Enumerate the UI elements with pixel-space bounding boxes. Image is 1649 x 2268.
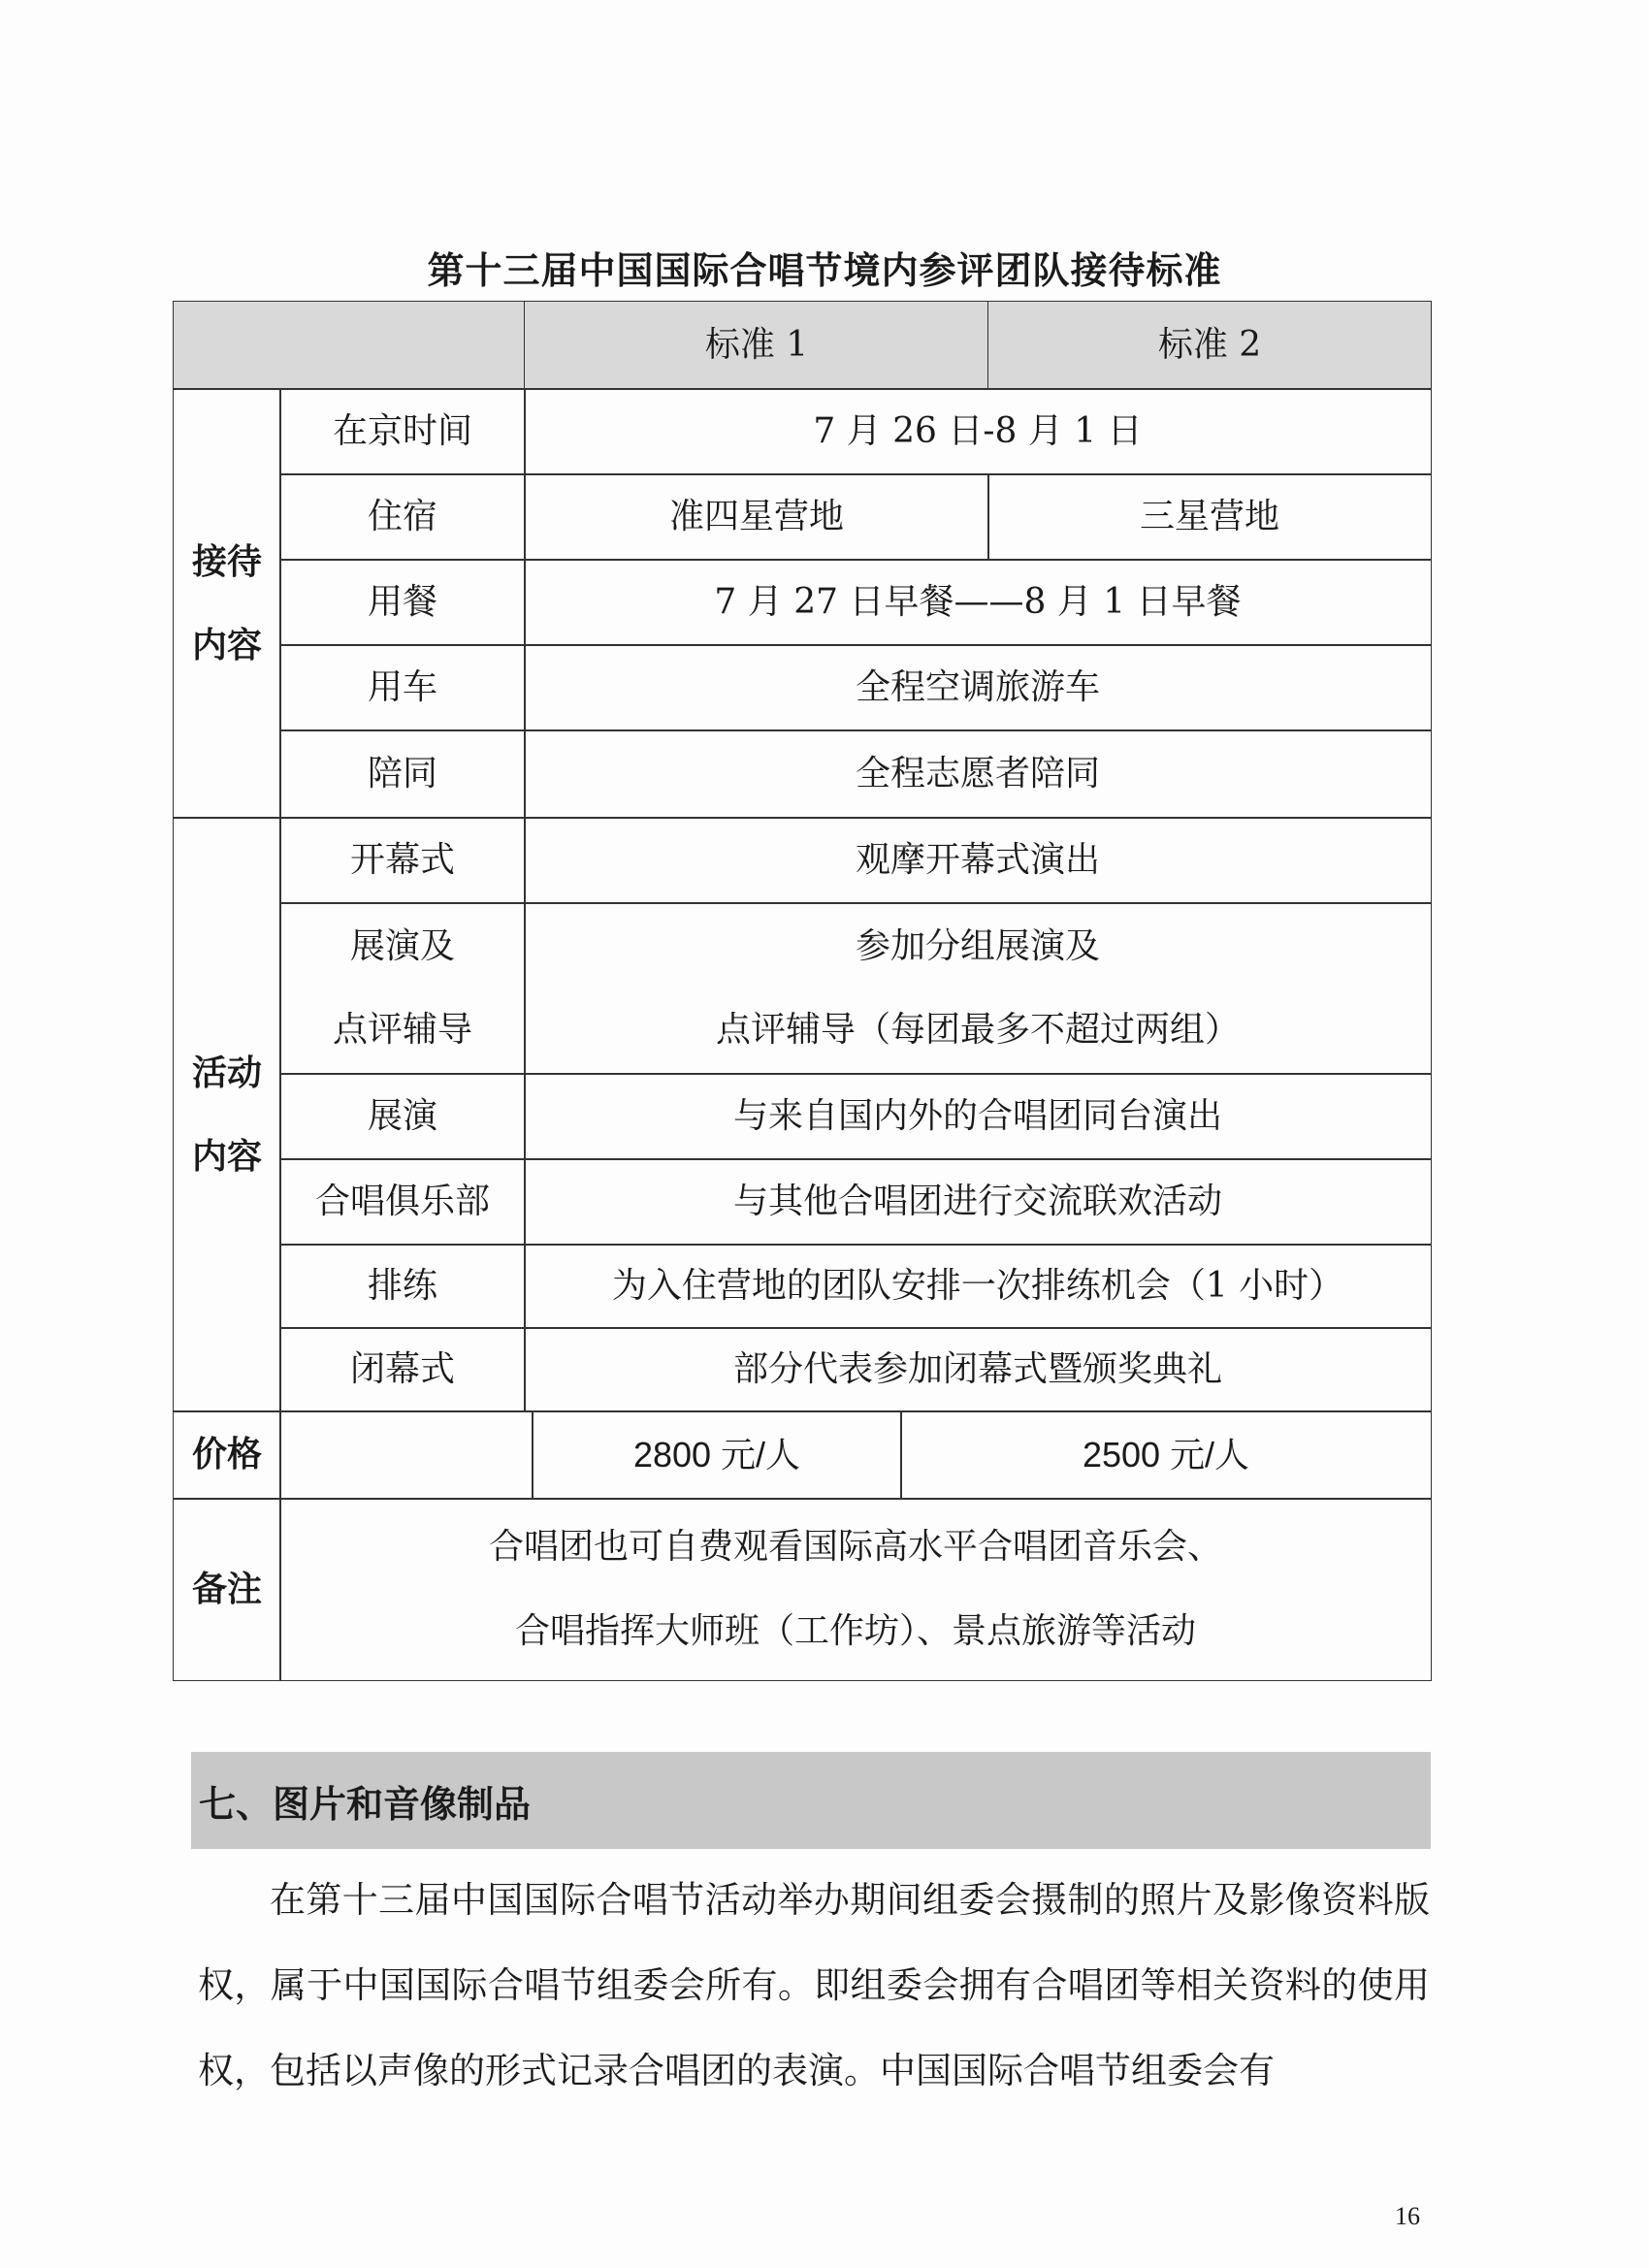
row-label-meals: 用餐 bbox=[279, 559, 526, 646]
row-value-choir-club: 与其他合唱团进行交流联欢活动 bbox=[524, 1158, 1432, 1246]
row-value-opening: 观摩开幕式演出 bbox=[524, 817, 1432, 904]
header-blank-cell bbox=[173, 301, 526, 390]
category-activities bbox=[173, 817, 281, 1412]
row-label-opening: 开幕式 bbox=[279, 817, 526, 904]
row-value-closing: 部分代表参加闭幕式暨颁奖典礼 bbox=[524, 1327, 1432, 1412]
row-value-in-beijing: 7 月 26 日-8 月 1 日 bbox=[524, 388, 1432, 475]
remarks-line-2: 合唱指挥大师班（工作坊）、景点旅游等活动 bbox=[514, 1610, 1196, 1651]
row-value-lodging-2: 三星营地 bbox=[987, 473, 1432, 561]
section-paragraph: 在第十三届中国国际合唱节活动举办期间组委会摄制的照片及影像资料版权，属于中国国际合唱节组委会所有。即组委会拥有合唱团等相关资料的使用权，包括以声像的形式记录合唱团的表演。中国国际合唱节组委会有 bbox=[198, 1879, 1430, 2091]
category-reception-line-2: 内容 bbox=[191, 625, 262, 665]
row-value-showcase-review-line-2: 点评辅导（每团最多不超过两组） bbox=[715, 1010, 1240, 1050]
reception-standards-table bbox=[173, 301, 1432, 1681]
row-value-vehicle: 全程空调旅游车 bbox=[524, 644, 1432, 731]
price-label: 价格 bbox=[173, 1410, 281, 1500]
row-label-showcase-review-line-2: 点评辅导 bbox=[332, 1010, 472, 1050]
section-heading: 七、图片和音像制品 bbox=[191, 1752, 1431, 1849]
row-label-escort: 陪同 bbox=[279, 729, 526, 819]
row-label-showcase-review bbox=[279, 902, 526, 1075]
row-value-showcase: 与来自国内外的合唱团同台演出 bbox=[524, 1073, 1432, 1160]
category-reception bbox=[173, 388, 281, 819]
row-label-in-beijing: 在京时间 bbox=[279, 388, 526, 475]
row-value-escort: 全程志愿者陪同 bbox=[524, 729, 1432, 819]
price-blank-cell bbox=[279, 1410, 534, 1500]
header-standard-1: 标准 1 bbox=[524, 301, 989, 390]
row-value-showcase-review-line-1: 参加分组展演及 bbox=[855, 925, 1100, 966]
row-value-meals: 7 月 27 日早餐——8 月 1 日早餐 bbox=[524, 559, 1432, 646]
remarks-value bbox=[279, 1498, 1432, 1681]
category-activities-line-2: 内容 bbox=[191, 1136, 262, 1177]
page-number: 16 bbox=[1395, 2202, 1420, 2230]
category-activities-line-1: 活动 bbox=[191, 1052, 262, 1093]
row-value-rehearsal: 为入住营地的团队安排一次排练机会（1 小时） bbox=[524, 1244, 1432, 1329]
remarks-label: 备注 bbox=[173, 1498, 281, 1681]
row-label-choir-club: 合唱俱乐部 bbox=[279, 1158, 526, 1246]
row-label-lodging: 住宿 bbox=[279, 473, 526, 561]
price-standard-1: 2800 元/人 bbox=[532, 1410, 902, 1500]
category-reception-line-1: 接待 bbox=[191, 540, 262, 582]
remarks-line-1: 合唱团也可自费观看国际高水平合唱团音乐会、 bbox=[488, 1527, 1222, 1568]
row-label-rehearsal: 排练 bbox=[279, 1244, 526, 1329]
page-title: 第十三届中国国际合唱节境内参评团队接待标准 bbox=[427, 249, 1222, 292]
row-value-lodging-1: 准四星营地 bbox=[524, 473, 989, 561]
row-label-showcase: 展演 bbox=[279, 1073, 526, 1160]
row-label-showcase-review-line-1: 展演及 bbox=[349, 925, 455, 966]
row-label-vehicle: 用车 bbox=[279, 644, 526, 731]
row-value-showcase-review bbox=[524, 902, 1432, 1075]
row-label-closing: 闭幕式 bbox=[279, 1327, 526, 1412]
price-standard-2: 2500 元/人 bbox=[900, 1410, 1432, 1500]
header-standard-2: 标准 2 bbox=[987, 301, 1432, 390]
